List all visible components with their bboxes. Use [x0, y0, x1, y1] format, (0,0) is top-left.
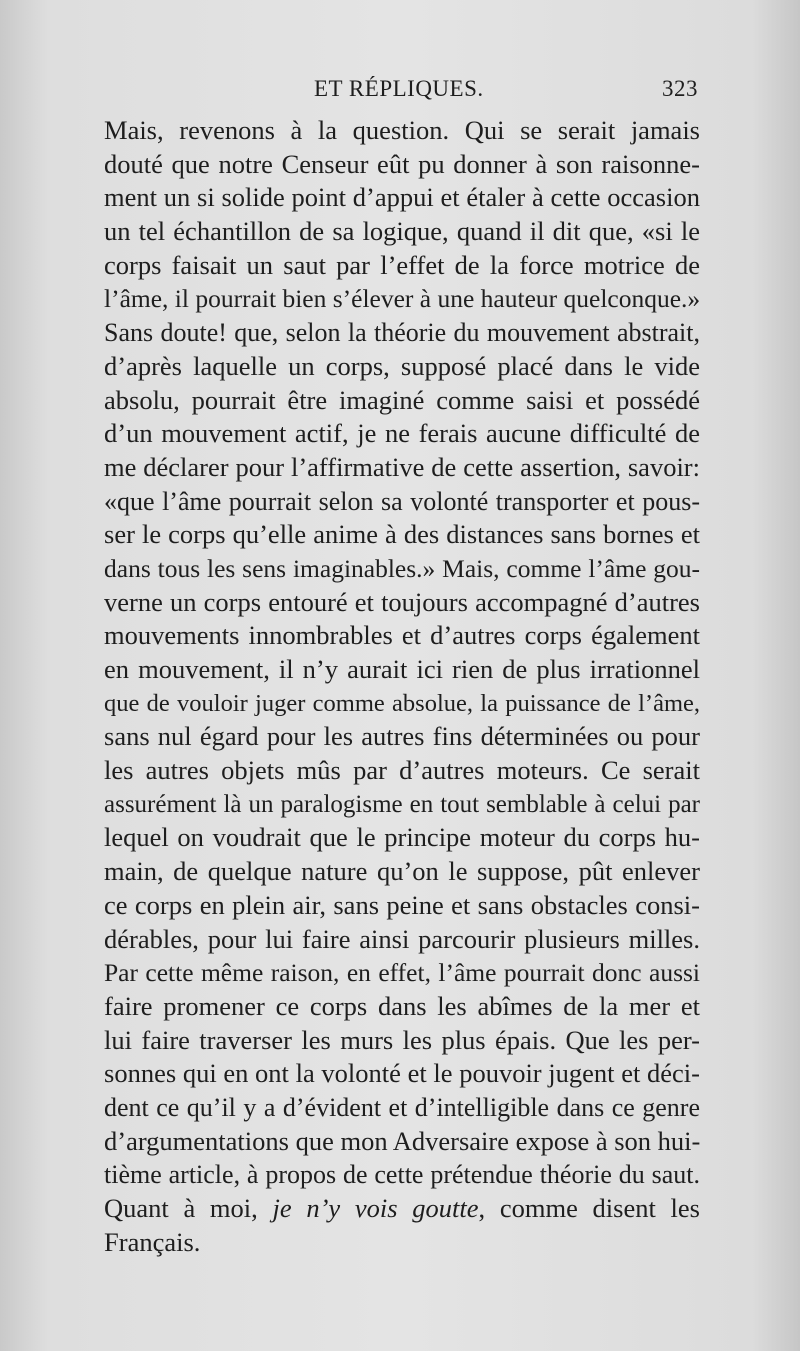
- body-text: [104, 114, 700, 1259]
- text-line: corps faisait un saut par l’effet de la force motrice de: [104, 249, 700, 280]
- text-line: d’un mouvement actif, je ne ferais aucune difficulté de: [104, 418, 700, 449]
- page-number: 323: [662, 76, 698, 101]
- text-line: en mouvement, il n’y aurait ici rien de plus irrationnel: [104, 654, 700, 684]
- text-line: faire promener ce corps dans les abîmes de la mer et: [104, 990, 700, 1021]
- text-line-last: Français.: [104, 1226, 201, 1257]
- text-run: , comme disent les: [478, 1193, 700, 1223]
- text-line: tième article, à propos de cette prétendue théorie du saut.: [104, 1160, 700, 1190]
- text-line: l’âme, il pourrait bien s’élever à une hauteur quelconque.»: [104, 284, 700, 314]
- running-title: ET RÉPLIQUES.: [314, 76, 484, 101]
- text-line: ce corps en plein air, sans peine et sans obstacles consi-: [104, 889, 700, 920]
- italic-phrase: je n’y vois goutte: [272, 1193, 479, 1223]
- text-line: ment un si solide point d’appui et étaler à cette occasion: [104, 182, 700, 213]
- text-line: verne un corps entouré et toujours accompagné d’autres: [104, 586, 700, 617]
- text-line: dans tous les sens imaginables.» Mais, comme l’âme gou-: [104, 553, 700, 583]
- text-line: que de vouloir juger comme absolue, la puissance de l’âme,: [104, 689, 700, 717]
- text-line: sans nul égard pour les autres fins déterminées ou pour: [104, 721, 700, 752]
- text-line: me déclarer pour l’affirmative de cette assertion, savoir:: [104, 451, 700, 482]
- text-line: «que l’âme pourrait selon sa volonté transporter et pous-: [104, 486, 700, 516]
- text-line: main, de quelque nature qu’on le suppose, pût enlever: [104, 856, 700, 887]
- text-line: les autres objets mûs par d’autres moteurs. Ce serait: [104, 755, 700, 786]
- text-line-mixed: [104, 1192, 700, 1226]
- text-line: dent ce qu’il y a d’évident et d’intelligible dans ce genre: [104, 1092, 700, 1122]
- text-line: lui faire traverser les murs les plus épais. Que les per-: [104, 1024, 700, 1055]
- text-line: sonnes qui en ont la volonté et le pouvoir jugent et déci-: [104, 1058, 700, 1089]
- text-run: Quant à moi,: [104, 1193, 273, 1223]
- running-head: [104, 72, 700, 106]
- text-line: ser le corps qu’elle anime à des distances sans bornes et: [104, 519, 700, 550]
- text-line: mouvements innombrables et d’autres corps également: [104, 620, 700, 651]
- text-line: assurément là un paralogisme en tout semblable à celui par: [104, 790, 700, 818]
- text-line: Sans doute! que, selon la théorie du mouvement abstrait,: [104, 318, 700, 348]
- text-line: Par cette même raison, en effet, l’âme pourrait donc aussi: [104, 958, 700, 988]
- text-line: d’après laquelle un corps, supposé placé dans le vide: [104, 350, 700, 381]
- text-line: douté que notre Censeur eût pu donner à son raisonne-: [104, 148, 700, 179]
- text-line: absolu, pourrait être imaginé comme saisi et possédé: [104, 384, 700, 415]
- text-line: un tel échantillon de sa logique, quand il dit que, «si le: [104, 216, 700, 247]
- text-line: Mais, revenons à la question. Qui se serait jamais: [104, 115, 700, 145]
- text-line: lequel on voudrait que le principe moteur du corps hu-: [104, 822, 700, 853]
- text-line: dérables, pour lui faire ainsi parcourir plusieurs milles.: [104, 923, 700, 954]
- text-line: d’argumentations que mon Adversaire expose à son hui-: [104, 1125, 700, 1156]
